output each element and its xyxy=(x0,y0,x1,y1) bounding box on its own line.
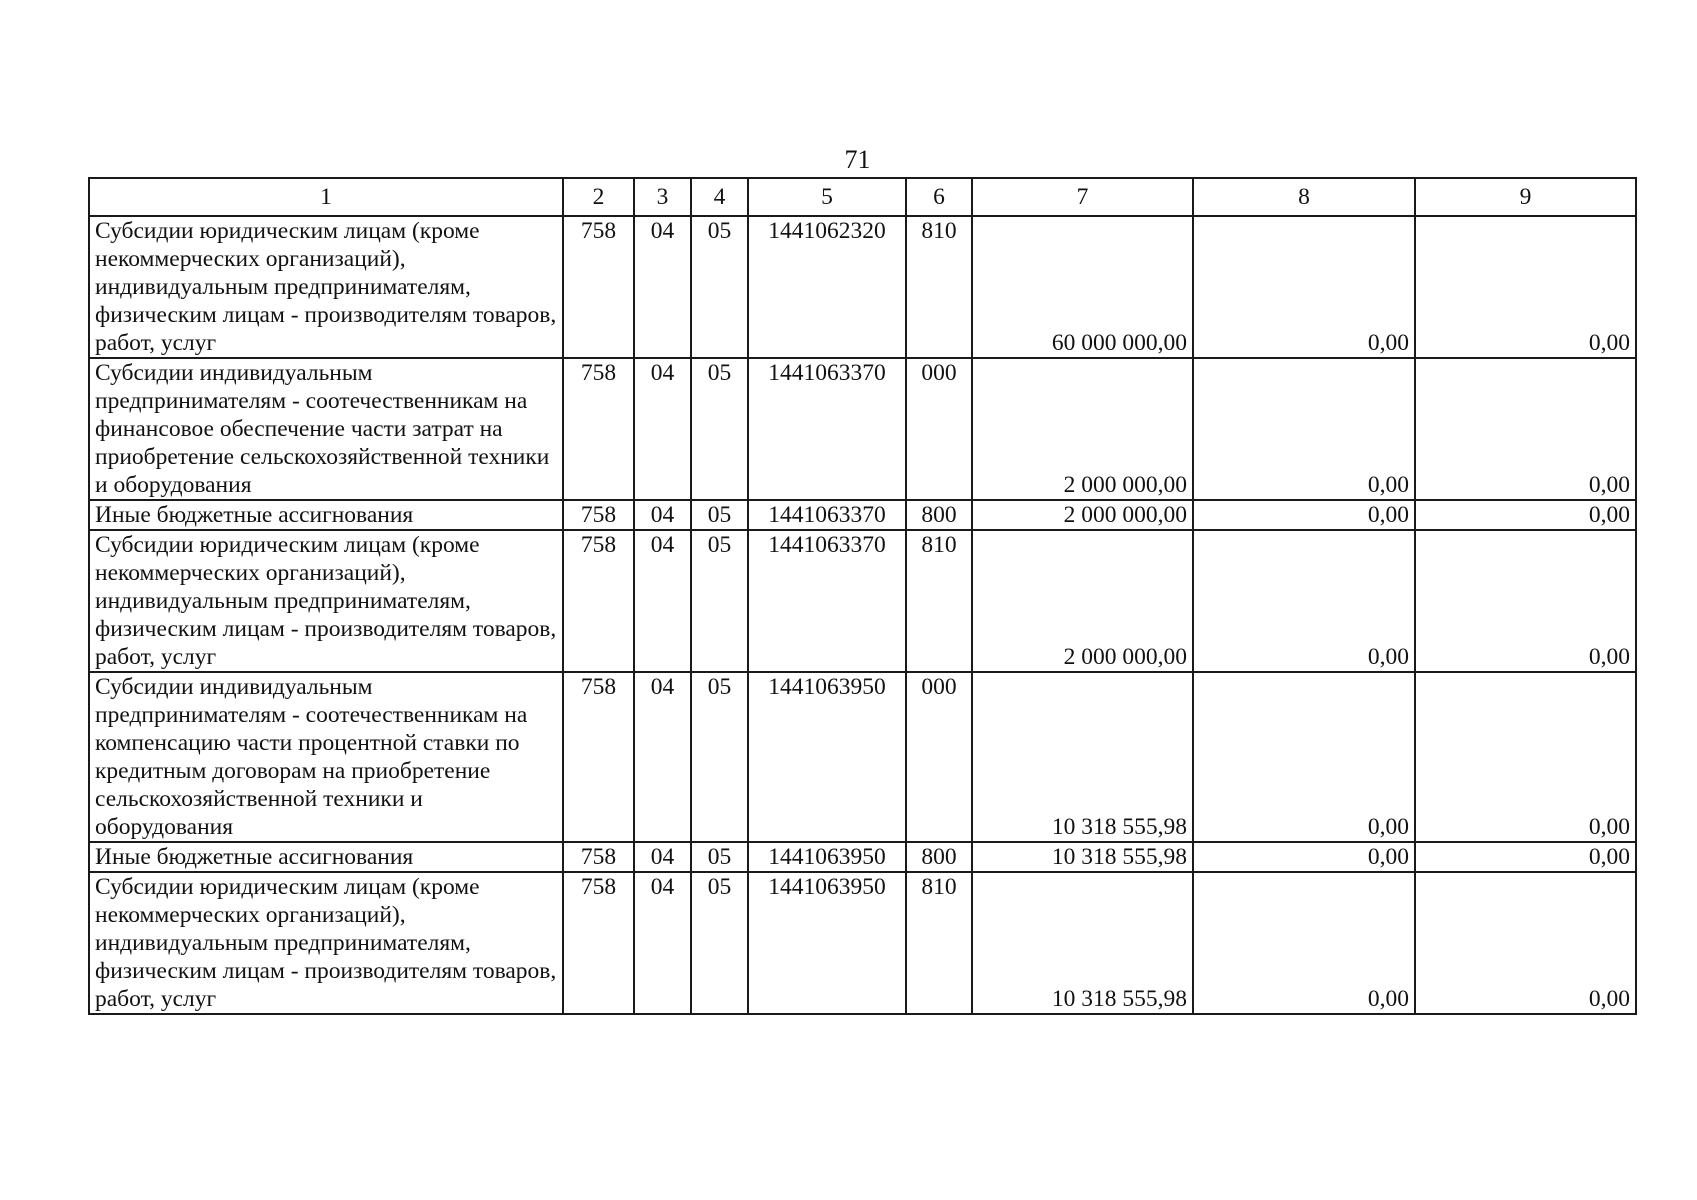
amount-col7-cell: 2 000 000,00 xyxy=(972,500,1193,530)
amount-col9-cell: 0,00 xyxy=(1415,358,1636,500)
target-article-cell: 1441063370 xyxy=(748,530,906,672)
section-cell: 04 xyxy=(634,672,691,842)
column-header: 8 xyxy=(1193,178,1415,216)
ministry-code-cell: 758 xyxy=(563,530,634,672)
subsection-cell: 05 xyxy=(691,358,748,500)
subsection-cell: 05 xyxy=(691,500,748,530)
amount-col8-cell: 0,00 xyxy=(1193,842,1415,872)
table-row xyxy=(89,500,1636,530)
section-cell: 04 xyxy=(634,530,691,672)
table-row xyxy=(89,872,1636,1014)
expense-type-cell: 810 xyxy=(906,530,972,672)
subsection-cell: 05 xyxy=(691,216,748,358)
target-article-cell: 1441063950 xyxy=(748,672,906,842)
column-number-row xyxy=(89,178,1636,216)
column-header: 9 xyxy=(1415,178,1636,216)
expense-type-cell: 000 xyxy=(906,358,972,500)
section-cell: 04 xyxy=(634,500,691,530)
subsection-cell: 05 xyxy=(691,872,748,1014)
amount-col8-cell: 0,00 xyxy=(1193,216,1415,358)
section-cell: 04 xyxy=(634,216,691,358)
amount-col8-cell: 0,00 xyxy=(1193,358,1415,500)
expense-name-cell: Субсидии юридическим лицам (кроме некоммерческих организаций), индивидуальным предпринимателям, физическим лицам - производителям товаров, работ, услуг xyxy=(89,872,563,1014)
section-cell: 04 xyxy=(634,872,691,1014)
amount-col8-cell: 0,00 xyxy=(1193,500,1415,530)
column-header: 7 xyxy=(972,178,1193,216)
amount-col7-cell: 60 000 000,00 xyxy=(972,216,1193,358)
target-article-cell: 1441063950 xyxy=(748,842,906,872)
subsection-cell: 05 xyxy=(691,672,748,842)
target-article-cell: 1441062320 xyxy=(748,216,906,358)
table-row xyxy=(89,842,1636,872)
expense-type-cell: 800 xyxy=(906,842,972,872)
amount-col7-cell: 10 318 555,98 xyxy=(972,872,1193,1014)
subsection-cell: 05 xyxy=(691,530,748,672)
subsection-cell: 05 xyxy=(691,842,748,872)
ministry-code-cell: 758 xyxy=(563,358,634,500)
expense-type-cell: 810 xyxy=(906,216,972,358)
expense-name-cell: Иные бюджетные ассигнования xyxy=(89,500,563,530)
ministry-code-cell: 758 xyxy=(563,500,634,530)
amount-col9-cell: 0,00 xyxy=(1415,672,1636,842)
expense-name-cell: Субсидии индивидуальным предпринимателям - соотечественникам на компенсацию части процентной ставки по кредитным договорам на приобретение сельскохозяйственной техники и оборудования xyxy=(89,672,563,842)
amount-col9-cell: 0,00 xyxy=(1415,216,1636,358)
ministry-code-cell: 758 xyxy=(563,216,634,358)
expense-type-cell: 800 xyxy=(906,500,972,530)
expense-type-cell: 810 xyxy=(906,872,972,1014)
column-header: 3 xyxy=(634,178,691,216)
amount-col8-cell: 0,00 xyxy=(1193,672,1415,842)
section-cell: 04 xyxy=(634,358,691,500)
column-header: 6 xyxy=(906,178,972,216)
ministry-code-cell: 758 xyxy=(563,872,634,1014)
amount-col9-cell: 0,00 xyxy=(1415,842,1636,872)
expense-name-cell: Иные бюджетные ассигнования xyxy=(89,842,563,872)
table-row xyxy=(89,358,1636,500)
amount-col7-cell: 10 318 555,98 xyxy=(972,672,1193,842)
column-header: 4 xyxy=(691,178,748,216)
target-article-cell: 1441063370 xyxy=(748,358,906,500)
amount-col7-cell: 2 000 000,00 xyxy=(972,530,1193,672)
target-article-cell: 1441063370 xyxy=(748,500,906,530)
amount-col9-cell: 0,00 xyxy=(1415,872,1636,1014)
expense-name-cell: Субсидии юридическим лицам (кроме некоммерческих организаций), индивидуальным предпринимателям, физическим лицам - производителям товаров, работ, услуг xyxy=(89,530,563,672)
expense-name-cell: Субсидии юридическим лицам (кроме некоммерческих организаций), индивидуальным предпринимателям, физическим лицам - производителям товаров, работ, услуг xyxy=(89,216,563,358)
amount-col9-cell: 0,00 xyxy=(1415,500,1636,530)
column-header: 5 xyxy=(748,178,906,216)
column-header: 2 xyxy=(563,178,634,216)
ministry-code-cell: 758 xyxy=(563,842,634,872)
table-row xyxy=(89,530,1636,672)
amount-col7-cell: 10 318 555,98 xyxy=(972,842,1193,872)
section-cell: 04 xyxy=(634,842,691,872)
amount-col8-cell: 0,00 xyxy=(1193,530,1415,672)
ministry-code-cell: 758 xyxy=(563,672,634,842)
amount-col7-cell: 2 000 000,00 xyxy=(972,358,1193,500)
expense-name-cell: Субсидии индивидуальным предпринимателям - соотечественникам на финансовое обеспечение части затрат на приобретение сельскохозяйственной техники и оборудования xyxy=(89,358,563,500)
column-header: 1 xyxy=(89,178,563,216)
target-article-cell: 1441063950 xyxy=(748,872,906,1014)
expense-type-cell: 000 xyxy=(906,672,972,842)
table-row xyxy=(89,216,1636,358)
table-row xyxy=(89,672,1636,842)
amount-col8-cell: 0,00 xyxy=(1193,872,1415,1014)
amount-col9-cell: 0,00 xyxy=(1415,530,1636,672)
budget-table xyxy=(88,177,1637,1015)
page-number: 71 xyxy=(844,145,871,174)
